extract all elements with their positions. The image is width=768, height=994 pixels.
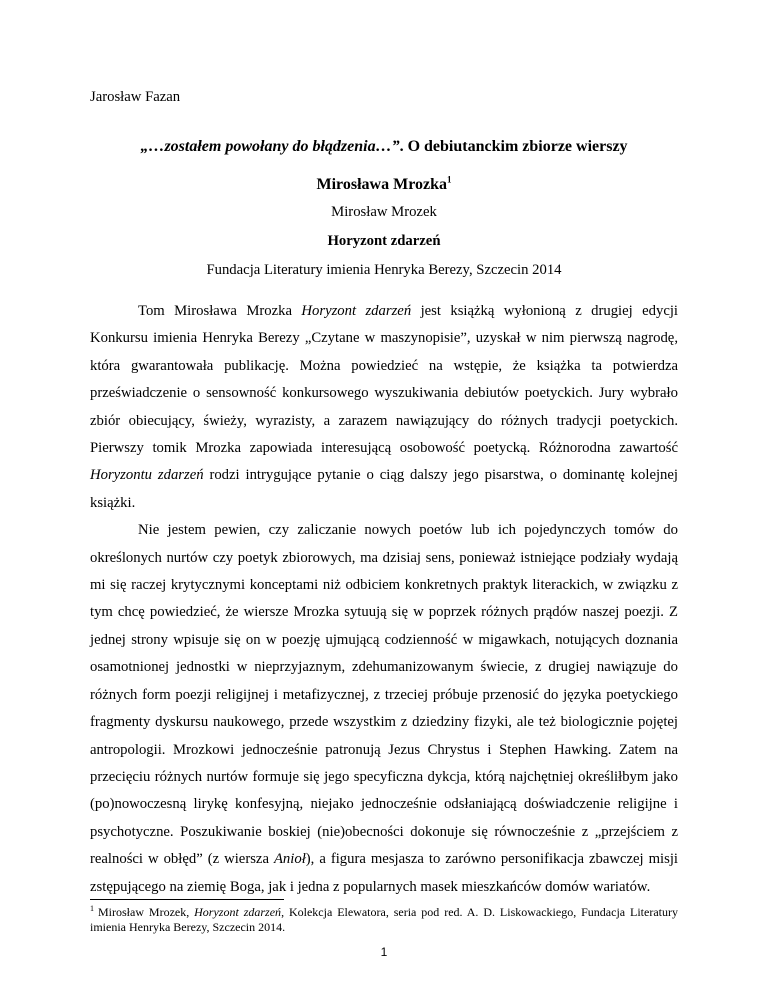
article-body [90, 298, 678, 901]
footnote-book-title: Horyzont zdarzeń [194, 905, 282, 919]
p1-book-title: Horyzont zdarzeń [301, 303, 412, 319]
footnote-number: 1 [90, 904, 94, 913]
footnote-text-b: , Kolekcja Elewatora, seria pod red. A. D. Liskowackiego, Fundacja Literatury imienia Henryka Berezy, Szczecin 2014. [90, 905, 678, 934]
p2-text-b: ), a figura mesjasza to zarówno personifikacja zbawczej misji zstępującego na ziemię Boga, jak i jedna z popularnych masek mieszkańców domów wariatów. [90, 851, 679, 895]
p1-text-c: rodzi intrygujące pytanie o ciąg dalszy jego pisarstwa, o dominantę kolejnej książki. [90, 467, 678, 511]
title-line2: Mirosława Mrozka [316, 176, 447, 193]
p2-poem-title: Anioł [273, 851, 306, 868]
footnote-separator [90, 899, 284, 900]
article-author: Jarosław Fazan [90, 89, 181, 105]
p2-text-a: Nie jestem pewien, czy zaliczanie nowych poetów lub ich pojedynczych tomów do określonych nurtów czy poetyk zbiorowych, ma dzisiaj sens, ponieważ istniejące podziały wydają mi się raczej krytycznymi konceptami niż odbiciem konkretnych praktyk literackich, w związku z tym chcę powiedzieć, że wiersze Mrozka sytuują się w poprzek różnych prądów naszej poezji. Z jednej strony wpisuje się on w poezję ujmującą codzienność w migawkach, notujących doznania osamotnionej jednostki w nieprzyjaznym, zdehumanizowanym świecie, z drugiej nawiązuje do różnych form poezji religijnej i metafizycznej, z trzeciej próbuje przenosić do języka poetyckiego fragmenty dyskursu naukowego, przede wszystkim z dziedziny fizyki, ale też biologicznie pojętej antropologii. Mrozkowi jednocześnie patronują Jezus Chrystus i Stephen Hawking. Zatem na przecięciu różnych nurtów formuje się jego specyficzna dykcja, którą najchętniej określiłbym jako (po)nowoczesną lirykę konfesyjną, niejako jednocześnie odsłaniającą doświadczenie religijne i psychotyczne. Poszukiwanie boskiej (nie)obecności dokonuje się równocześnie z „przejściem z realności w obłęd” (z wiersza [90, 522, 678, 868]
paragraph-2 [90, 517, 678, 901]
footnote-text-a: Mirosław Mrozek, [98, 905, 195, 919]
page-number: 1 [380, 945, 388, 959]
book-title: Horyzont zdarzeń [327, 233, 441, 249]
book-author: Mirosław Mrozek [331, 204, 437, 220]
p1-text-b: jest książką wyłonioną z drugiej edycji Konkursu imienia Henryka Berezy „Czytane w maszynopisie”, uzyskał w nim pierwszą nagrodę, która gwarantowała publikację. Można powiedzieć na wstępie, że książka ta potwierdza przeświadczenie o sensowność konkursowego wyszukiwania debiutów poetyckich. Jury wybrało zbiór obiecujący, świeży, wyrazisty, a zarazem nawiązujący do różnych tradycji poetyckich. Pierwszy tomik Mrozka zapowiada interesującą osobowość poetycką. Różnorodna zawartość [90, 303, 678, 457]
p1-text-a: Tom Mirosława Mrozka [138, 303, 302, 319]
article-title [90, 128, 678, 204]
footnote [90, 905, 678, 935]
title-footnote-ref: 1 [447, 174, 452, 185]
p1-book-title-2: Horyzontu zdarzeń [90, 467, 204, 484]
book-publisher: Fundacja Literatury imienia Henryka Berezy, Szczecin 2014 [206, 262, 562, 278]
title-rest: . O debiutanckim zbiorze wierszy [399, 138, 628, 155]
paragraph-1 [90, 298, 678, 517]
title-quote: „…zostałem powołany do błądzenia…” [140, 138, 400, 155]
